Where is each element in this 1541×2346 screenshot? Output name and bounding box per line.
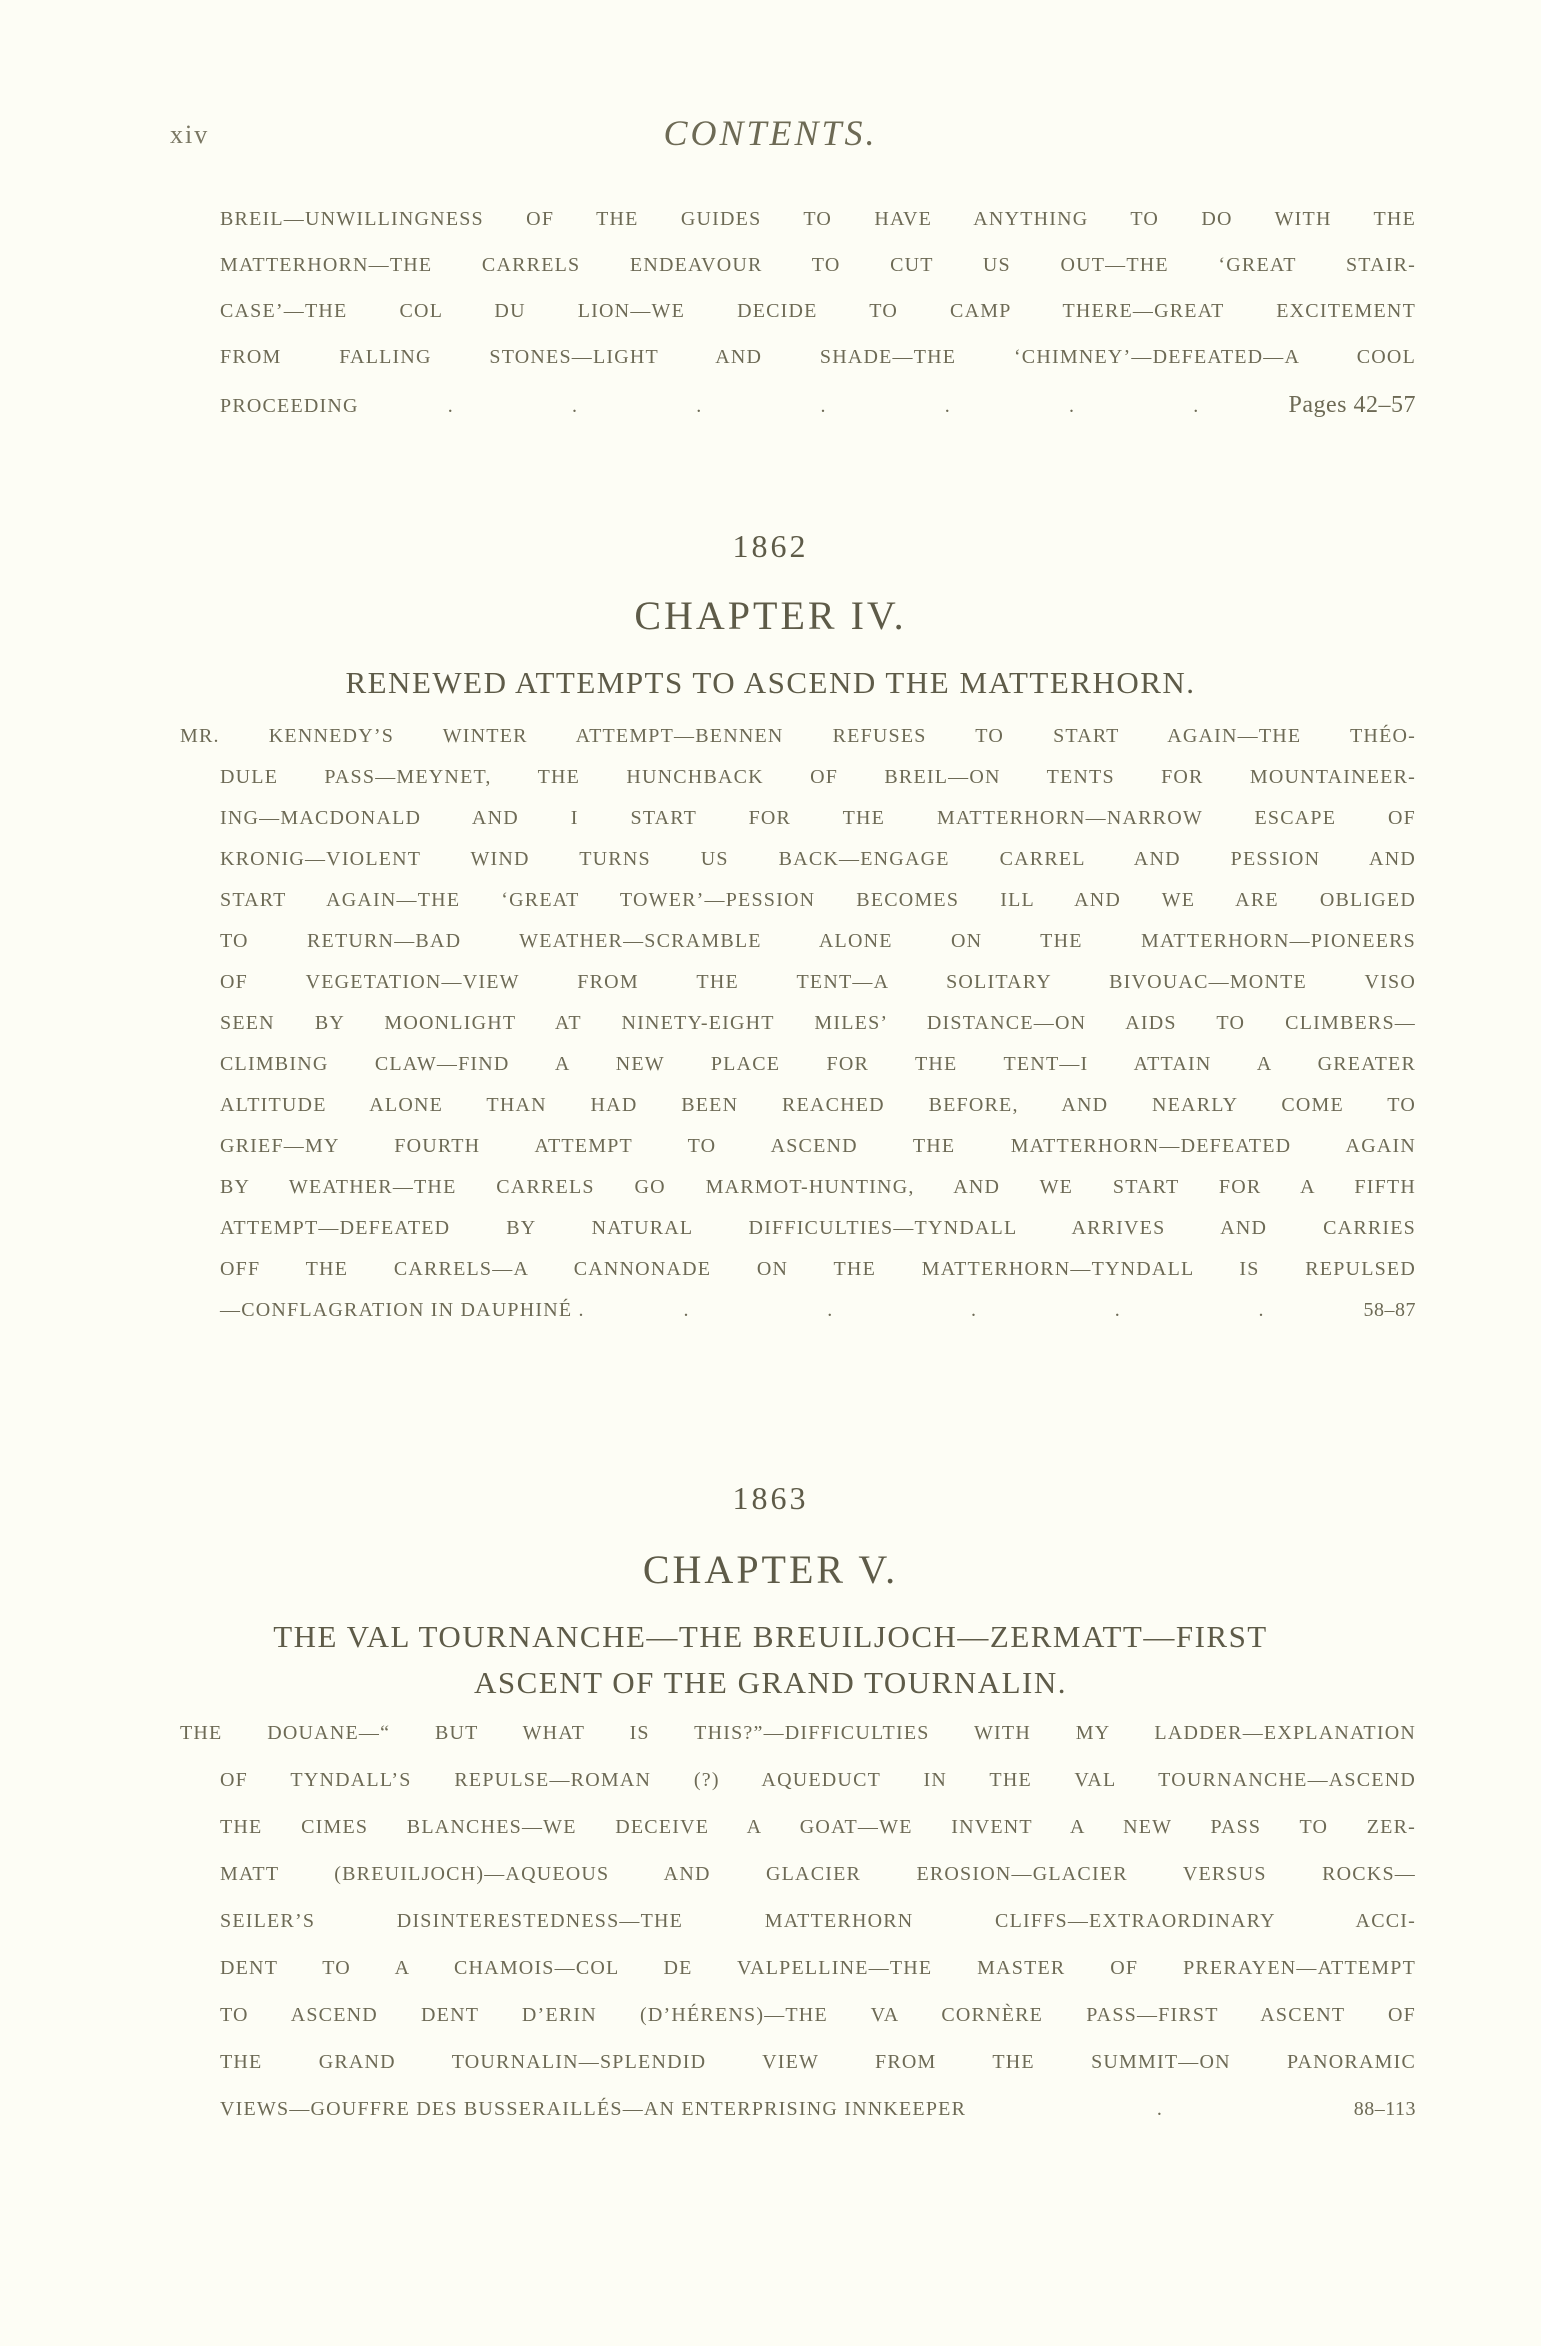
toc-entry-last-line	[220, 1299, 1416, 1340]
chapter-title	[0, 1614, 1541, 1706]
summary-line: BY WEATHER—THE CARRELS GO MARMOT-HUNTING, AND WE START FOR A FIFTH	[220, 1176, 1416, 1198]
dot-leader: .	[1156, 2098, 1164, 2120]
summary-line: DULE PASS—MEYNET, THE HUNCHBACK OF BREIL—ON TENTS FOR MOUNTAINEER-	[220, 766, 1416, 788]
summary-line: ALTITUDE ALONE THAN HAD BEEN REACHED BEFORE, AND NEARLY COME TO	[220, 1094, 1416, 1116]
page-number: xiv	[170, 120, 210, 149]
summary-line: DENT TO A CHAMOIS—COL DE VALPELLINE—THE MASTER OF PRERAYEN—ATTEMPT	[220, 1957, 1416, 1979]
chapter-heading: CHAPTER V.	[642, 1547, 899, 1592]
summary-line: OFF THE CARRELS—A CANNONADE ON THE MATTERHORN—TYNDALL IS REPULSED	[220, 1258, 1416, 1280]
summary-line: OF VEGETATION—VIEW FROM THE TENT—A SOLITARY BIVOUAC—MONTE VISO	[220, 971, 1416, 993]
summary-line: MR. KENNEDY’S WINTER ATTEMPT—BENNEN REFUSES TO START AGAIN—THE THÉO-	[180, 725, 1416, 747]
summary-line: —CONFLAGRATION IN DAUPHINÉ .	[220, 1299, 585, 1321]
toc-entry-last-line	[220, 2098, 1416, 2145]
toc-entry-last-line	[220, 392, 1416, 438]
chapter-year: 1862	[732, 528, 809, 564]
summary-line: SEEN BY MOONLIGHT AT NINETY-EIGHT MILES’ DISTANCE—ON AIDS TO CLIMBERS—	[220, 1012, 1416, 1034]
chapter-title-line: ASCENT OF THE GRAND TOURNALIN.	[474, 1665, 1067, 1700]
summary-line: OF TYNDALL’S REPULSE—ROMAN (?) AQUEDUCT IN THE VAL TOURNANCHE—ASCEND	[220, 1769, 1416, 1791]
summary-line: CASE’—THE COL DU LION—WE DECIDE TO CAMP THERE—GREAT EXCITEMENT	[220, 300, 1416, 322]
dot-leader: . . . . .	[683, 1299, 1265, 1321]
running-title: CONTENTS.	[663, 113, 878, 153]
summary-line: CLIMBING CLAW—FIND A NEW PLACE FOR THE TENT—I ATTAIN A GREATER	[220, 1053, 1416, 1075]
summary-line: GRIEF—MY FOURTH ATTEMPT TO ASCEND THE MATTERHORN—DEFEATED AGAIN	[220, 1135, 1416, 1157]
summary-line: ATTEMPT—DEFEATED BY NATURAL DIFFICULTIES—TYNDALL ARRIVES AND CARRIES	[220, 1217, 1416, 1239]
chapter-title: RENEWED ATTEMPTS TO ASCEND THE MATTERHORN.	[345, 665, 1196, 700]
chapter-title-line: THE VAL TOURNANCHE—THE BREUILJOCH—ZERMATT—FIRST	[273, 1619, 1268, 1654]
summary-line: SEILER’S DISINTERESTEDNESS—THE MATTERHORN CLIFFS—EXTRAORDINARY ACCI-	[220, 1910, 1416, 1932]
summary-line: TO RETURN—BAD WEATHER—SCRAMBLE ALONE ON THE MATTERHORN—PIONEERS	[220, 930, 1416, 952]
summary-line: START AGAIN—THE ‘GREAT TOWER’—PESSION BECOMES ILL AND WE ARE OBLIGED	[220, 889, 1416, 911]
summary-line: THE DOUANE—“ BUT WHAT IS THIS?”—DIFFICULTIES WITH MY LADDER—EXPLANATION	[180, 1722, 1416, 1744]
summary-line: THE GRAND TOURNALIN—SPLENDID VIEW FROM THE SUMMIT—ON PANORAMIC	[220, 2051, 1416, 2073]
chapter-year: 1863	[732, 1480, 809, 1516]
summary-line: MATT (BREUILJOCH)—AQUEOUS AND GLACIER EROSION—GLACIER VERSUS ROCKS—	[220, 1863, 1416, 1885]
summary-line: MATTERHORN—THE CARRELS ENDEAVOUR TO CUT US OUT—THE ‘GREAT STAIR-	[220, 254, 1416, 276]
summary-line: PROCEEDING	[220, 395, 359, 417]
chapter4-summary	[180, 725, 1416, 1340]
chapter3-summary	[220, 208, 1416, 438]
chapter-heading: CHAPTER IV.	[634, 593, 907, 638]
page-range: 58–87	[1363, 1299, 1416, 1321]
page-range: Pages 42–57	[1288, 392, 1416, 418]
chapter5-summary	[180, 1722, 1416, 2145]
summary-line: BREIL—UNWILLINGNESS OF THE GUIDES TO HAVE ANYTHING TO DO WITH THE	[220, 208, 1416, 230]
dot-leader: . . . . . . .	[447, 395, 1200, 417]
summary-line: FROM FALLING STONES—LIGHT AND SHADE—THE ‘CHIMNEY’—DEFEATED—A COOL	[220, 346, 1416, 368]
summary-line: ING—MACDONALD AND I START FOR THE MATTERHORN—NARROW ESCAPE OF	[220, 807, 1416, 829]
summary-line: THE CIMES BLANCHES—WE DECEIVE A GOAT—WE INVENT A NEW PASS TO ZER-	[220, 1816, 1416, 1838]
summary-line: VIEWS—GOUFFRE DES BUSSERAILLÉS—AN ENTERPRISING INNKEEPER	[220, 2098, 967, 2120]
page-range: 88–113	[1353, 2098, 1416, 2120]
summary-line: TO ASCEND DENT D’ERIN (D’HÉRENS)—THE VA CORNÈRE PASS—FIRST ASCENT OF	[220, 2004, 1416, 2026]
summary-line: KRONIG—VIOLENT WIND TURNS US BACK—ENGAGE CARREL AND PESSION AND	[220, 848, 1416, 870]
